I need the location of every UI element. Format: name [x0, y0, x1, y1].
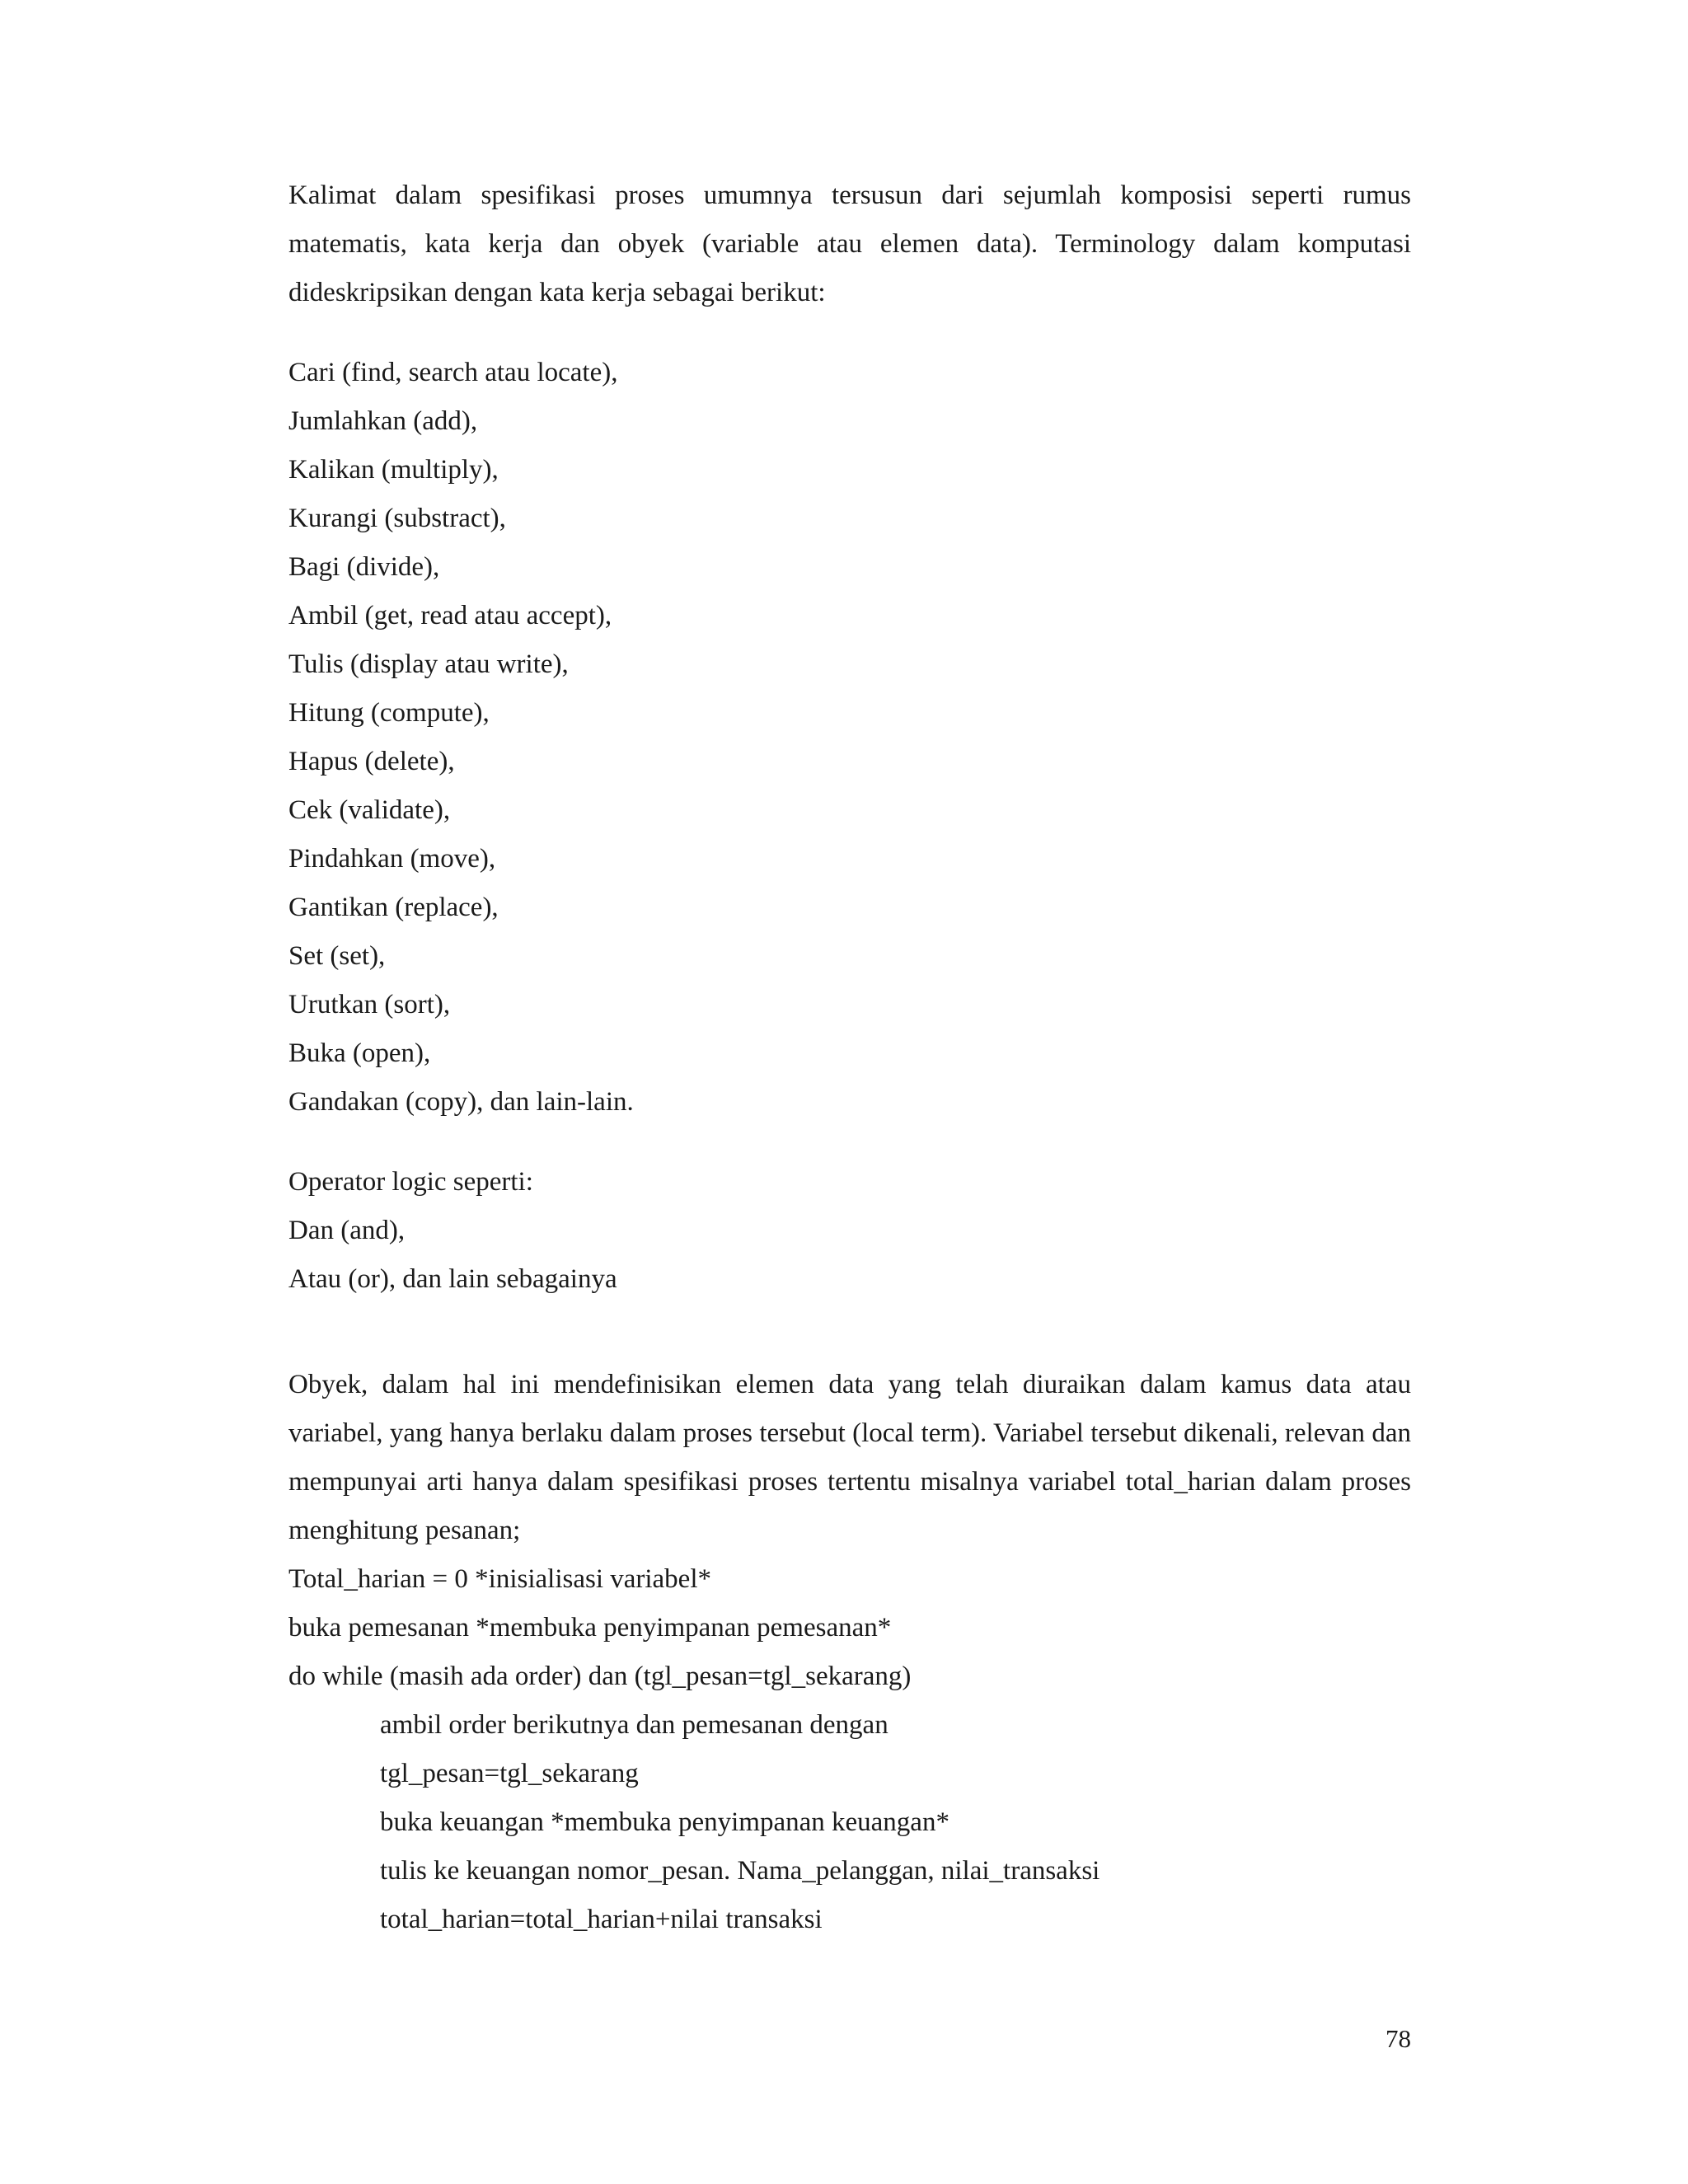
- verb-item: Hapus (delete),: [288, 747, 455, 776]
- code-line: buka pemesanan *membuka penyimpanan pemesanan*: [288, 1613, 892, 1643]
- verb-item: Kalikan (multiply),: [288, 455, 499, 485]
- operator-list: [288, 1158, 1411, 1304]
- verb-list: [288, 349, 1411, 1127]
- verb-item: Bagi (divide),: [288, 552, 440, 582]
- verb-item: Cek (validate),: [288, 795, 451, 825]
- verb-item: Kurangi (substract),: [288, 504, 506, 533]
- verb-item: Gantikan (replace),: [288, 893, 499, 922]
- code-line: do while (masih ada order) dan (tgl_pesan=tgl_sekarang): [288, 1661, 912, 1691]
- operator-item: Atau (or), dan lain sebagainya: [288, 1264, 617, 1294]
- verb-item: Urutkan (sort),: [288, 990, 451, 1019]
- verb-item: Cari (find, search atau locate),: [288, 358, 618, 387]
- operator-heading: Operator logic seperti:: [288, 1167, 533, 1197]
- code-line-indented: buka keuangan *membuka penyimpanan keuangan*: [380, 1807, 950, 1837]
- verb-item: Ambil (get, read atau accept),: [288, 601, 612, 630]
- verb-item: Tulis (display atau write),: [288, 649, 569, 679]
- code-line-indented: tulis ke keuangan nomor_pesan. Nama_pelanggan, nilai_transaksi: [380, 1856, 1100, 1886]
- code-line: Total_harian = 0 *inisialisasi variabel*: [288, 1564, 711, 1594]
- verb-item: Hitung (compute),: [288, 698, 490, 728]
- document-page: [288, 171, 1411, 1944]
- code-line-indented: tgl_pesan=tgl_sekarang: [380, 1759, 639, 1788]
- verb-item: Set (set),: [288, 941, 386, 971]
- verb-item: Buka (open),: [288, 1038, 431, 1068]
- operator-item: Dan (and),: [288, 1216, 406, 1245]
- verb-item: Jumlahkan (add),: [288, 406, 478, 436]
- pseudocode-block: [288, 1555, 1411, 1944]
- verb-item: Pindahkan (move),: [288, 844, 496, 874]
- page-number: 78: [1386, 2024, 1411, 2053]
- obyek-paragraph: Obyek, dalam hal ini mendefinisikan elemen data yang telah diuraikan dalam kamus data atau variabel, yang hanya berlaku dalam proses tersebut (local term). Variabel tersebut dikenali, relevan dan mempunyai arti hanya dalam spesifikasi proses tertentu misalnya variabel total_harian dalam proses menghitung pesanan;: [288, 1370, 1411, 1545]
- code-line-indented: ambil order berikutnya dan pemesanan dengan: [380, 1710, 889, 1740]
- verb-item: Gandakan (copy), dan lain-lain.: [288, 1087, 634, 1117]
- code-line-indented: total_harian=total_harian+nilai transaksi: [380, 1905, 823, 1934]
- intro-paragraph: Kalimat dalam spesifikasi proses umumnya tersusun dari sejumlah komposisi seperti rumus matematis, kata kerja dan obyek (variable atau elemen data). Terminology dalam komputasi dideskripsikan dengan kata kerja sebagai berikut:: [288, 180, 1411, 307]
